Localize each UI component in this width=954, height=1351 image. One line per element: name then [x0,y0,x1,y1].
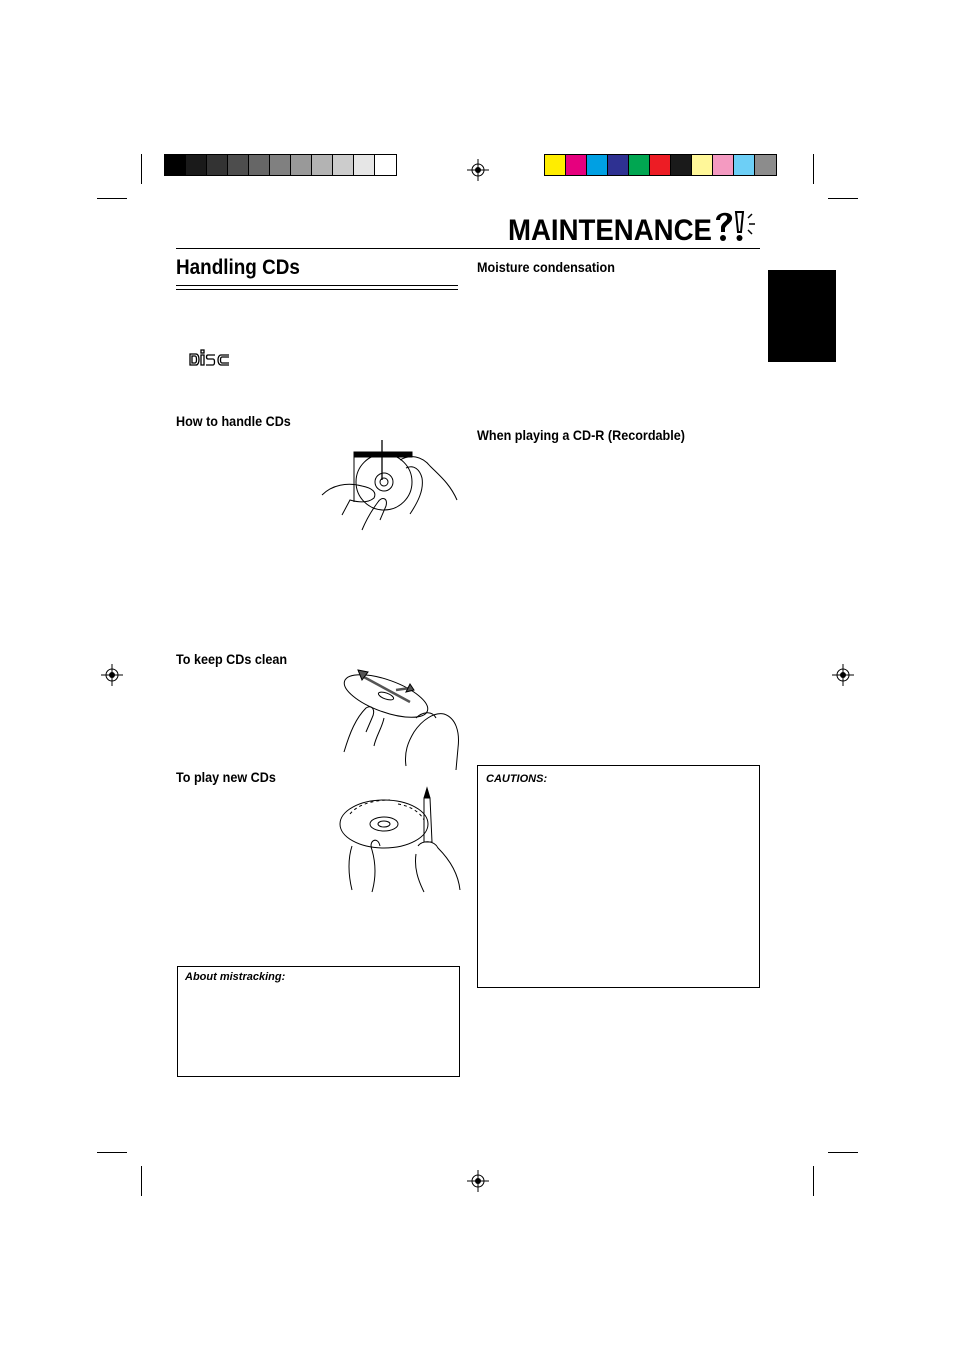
heading-moisture: Moisture condensation [477,259,615,275]
calibration-swatch [228,155,249,175]
cd-handling-illustration [322,440,462,535]
header-rule [176,248,760,249]
calibration-swatch [312,155,333,175]
section-title: Handling CDs [176,256,300,279]
calibration-swatch [629,155,650,175]
calibration-swatch [734,155,755,175]
heading-play-new: To play new CDs [176,769,276,785]
registration-target-icon [466,158,490,182]
cautions-box [477,765,760,988]
color-calibration-bar [544,154,777,176]
heading-keep-clean: To keep CDs clean [176,651,288,667]
calibration-swatch [566,155,587,175]
calibration-swatch [291,155,312,175]
cd-burr-removal-illustration [338,794,462,894]
grayscale-calibration-bar [164,154,397,176]
crop-mark [141,154,142,184]
crop-mark [97,198,127,199]
question-exclamation-icon [710,208,760,244]
calibration-swatch [713,155,734,175]
calibration-swatch [333,155,354,175]
calibration-swatch [375,155,396,175]
calibration-swatch [671,155,692,175]
registration-target-icon [466,1169,490,1193]
cd-cleaning-illustration [340,662,464,772]
crop-mark [141,1166,142,1196]
calibration-swatch [587,155,608,175]
language-tab [768,270,836,362]
calibration-swatch [545,155,566,175]
registration-target-icon [100,663,124,687]
crop-mark [97,1152,127,1153]
heading-how-to-handle: How to handle CDs [176,413,291,429]
compact-disc-logo [188,348,232,370]
heading-cdr: When playing a CD-R (Recordable) [477,427,685,443]
cautions-title: CAUTIONS: [486,773,548,785]
crop-mark [828,1152,858,1153]
crop-mark [813,1166,814,1196]
calibration-swatch [249,155,270,175]
calibration-swatch [165,155,186,175]
section-rule [176,289,458,290]
calibration-swatch [650,155,671,175]
calibration-swatch [186,155,207,175]
calibration-swatch [207,155,228,175]
calibration-swatch [692,155,713,175]
calibration-swatch [608,155,629,175]
crop-mark [828,198,858,199]
page-title: MAINTENANCE [508,214,712,247]
calibration-swatch [755,155,776,175]
crop-mark [813,154,814,184]
section-rule [176,285,458,286]
calibration-swatch [354,155,375,175]
calibration-swatch [270,155,291,175]
registration-target-icon [831,663,855,687]
mistracking-title: About mistracking: [185,971,286,983]
